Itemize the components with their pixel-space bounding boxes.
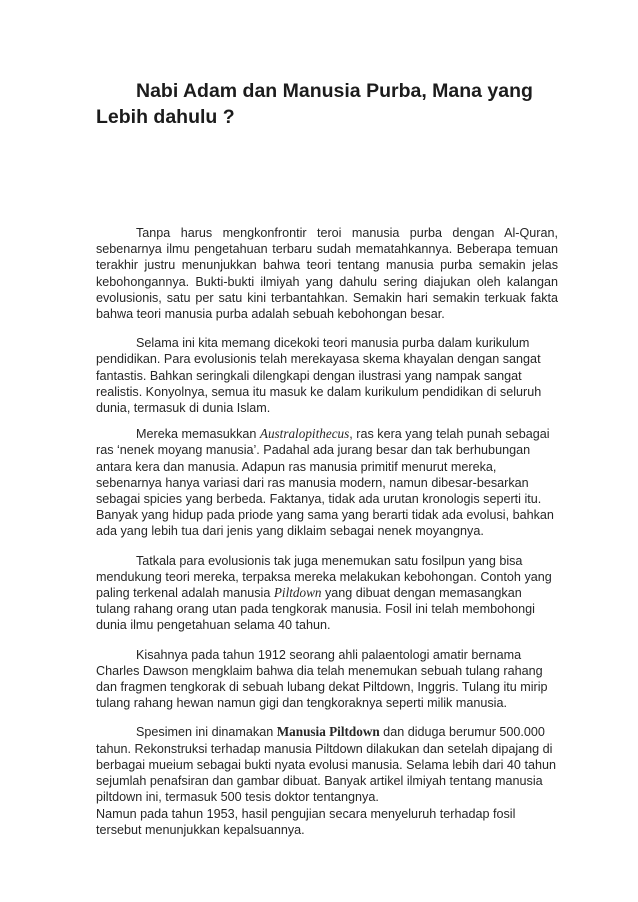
manusia-piltdown-term: Manusia Piltdown [276,724,380,740]
paragraph-4 [96,553,558,634]
paragraph-3 [96,426,558,539]
paragraph-3-text-a: Mereka memasukkan [136,427,260,442]
australopithecus-term: Australopithecus [259,426,350,442]
paragraph-6-text-b: dan diduga berumur 500.000 tahun. Rekonstruksi terhadap manusia Piltdown dilakukan dan setelah dipajang di berbagai mueium sebagai bukti nyata evolusi manusia. Selama lebih dari 40 tahun sejumlah penafsiran dan gambar dibuat. Banyak artikel ilmiyah tentang manusia piltdown ini, termasuk 500 tesis doktor tentangnya. [96,725,556,805]
piltdown-term: Piltdown [273,585,322,601]
paragraph-2: Selama ini kita memang dicekoki teori manusia purba dalam kurikulum pendidikan. Para evolusionis telah merekayasa skema khayalan dengan sangat fantastis. Bahkan seringkali dilengkapi dengan ilustrasi yang nampak sangat realistis. Konyolnya, semua itu masuk ke dalam kurikulum pendidikan di seluruh dunia, termasuk di dunia Islam. [96,336,542,416]
paragraph-6 [96,724,558,805]
paragraph-1: Tanpa harus mengkonfrontir teroi manusia purba dengan Al-Quran, sebenarnya ilmu pengetahuan terbaru sudah mematahkannya. Beberapa temuan terakhir justru menunjukkan bahwa teori tentang manusia purba semakin jelas kebohongannya. Bukti-bukti ilmiyah yang dahulu sering diajukan oleh kalangan evolusionis, satu per satu kini terbantahkan. Semakin hari semakin terkuak fakta bahwa teori manusia purba adalah sebuah kebohongan besar. [96,226,558,322]
paragraph-7: Namun pada tahun 1953, hasil pengujian secara menyeluruh terhadap fosil tersebut menunjukkan kepalsuannya. [96,806,516,837]
paragraph-4-text-b: yang dibuat dengan memasangkan tulang rahang orang utan pada tengkorak manusia. Fosil ini telah membohongi dunia ilmu pengetahuan selama 40 tahun. [96,586,535,633]
paragraph-5: Kisahnya pada tahun 1912 seorang ahli palaentologi amatir bernama Charles Dawson mengklaim bahwa dia telah menemukan sebuah tulang rahang dan fragmen tengkorak di sebuah lubang dekat Piltdown, Inggris. Tulang itu mirip tulang rahang hewan namun gigi dan tengkoraknya seperti milik manusia. [96,647,548,711]
paragraph-6-text-a: Spesimen ini dinamakan [136,725,277,740]
paragraph-3-text-b: , ras kera yang telah punah sebagai ras ‘nenek moyang manusia’. Padahal ada jurang besar dan tak berhubungan antara kera dan manusia. Adapun ras manusia primitif menurut mereka, sebenarnya hanya variasi dari ras manusia modern, namun dibesar-besarkan sebagai spicies yang berbeda. Faktanya, tidak ada urutan kronologis seperti itu. Banyak yang hidup pada priode yang sama yang berarti tidak ada evolusi, bahkan ada yang lebih tua dari jenis yang diklaim sebagai nenek moyangnya. [96,427,554,539]
article-body [96,225,558,838]
page-title: Nabi Adam dan Manusia Purba, Mana yang Lebih dahulu ? [96,80,533,128]
paragraph-4-text-a: Tatkala para evolusionis tak juga menemukan satu fosilpun yang bisa mendukung teori mereka, terpaksa mereka melakukan kebohongan. Contoh yang paling terkenal adalah manusia [96,553,552,601]
